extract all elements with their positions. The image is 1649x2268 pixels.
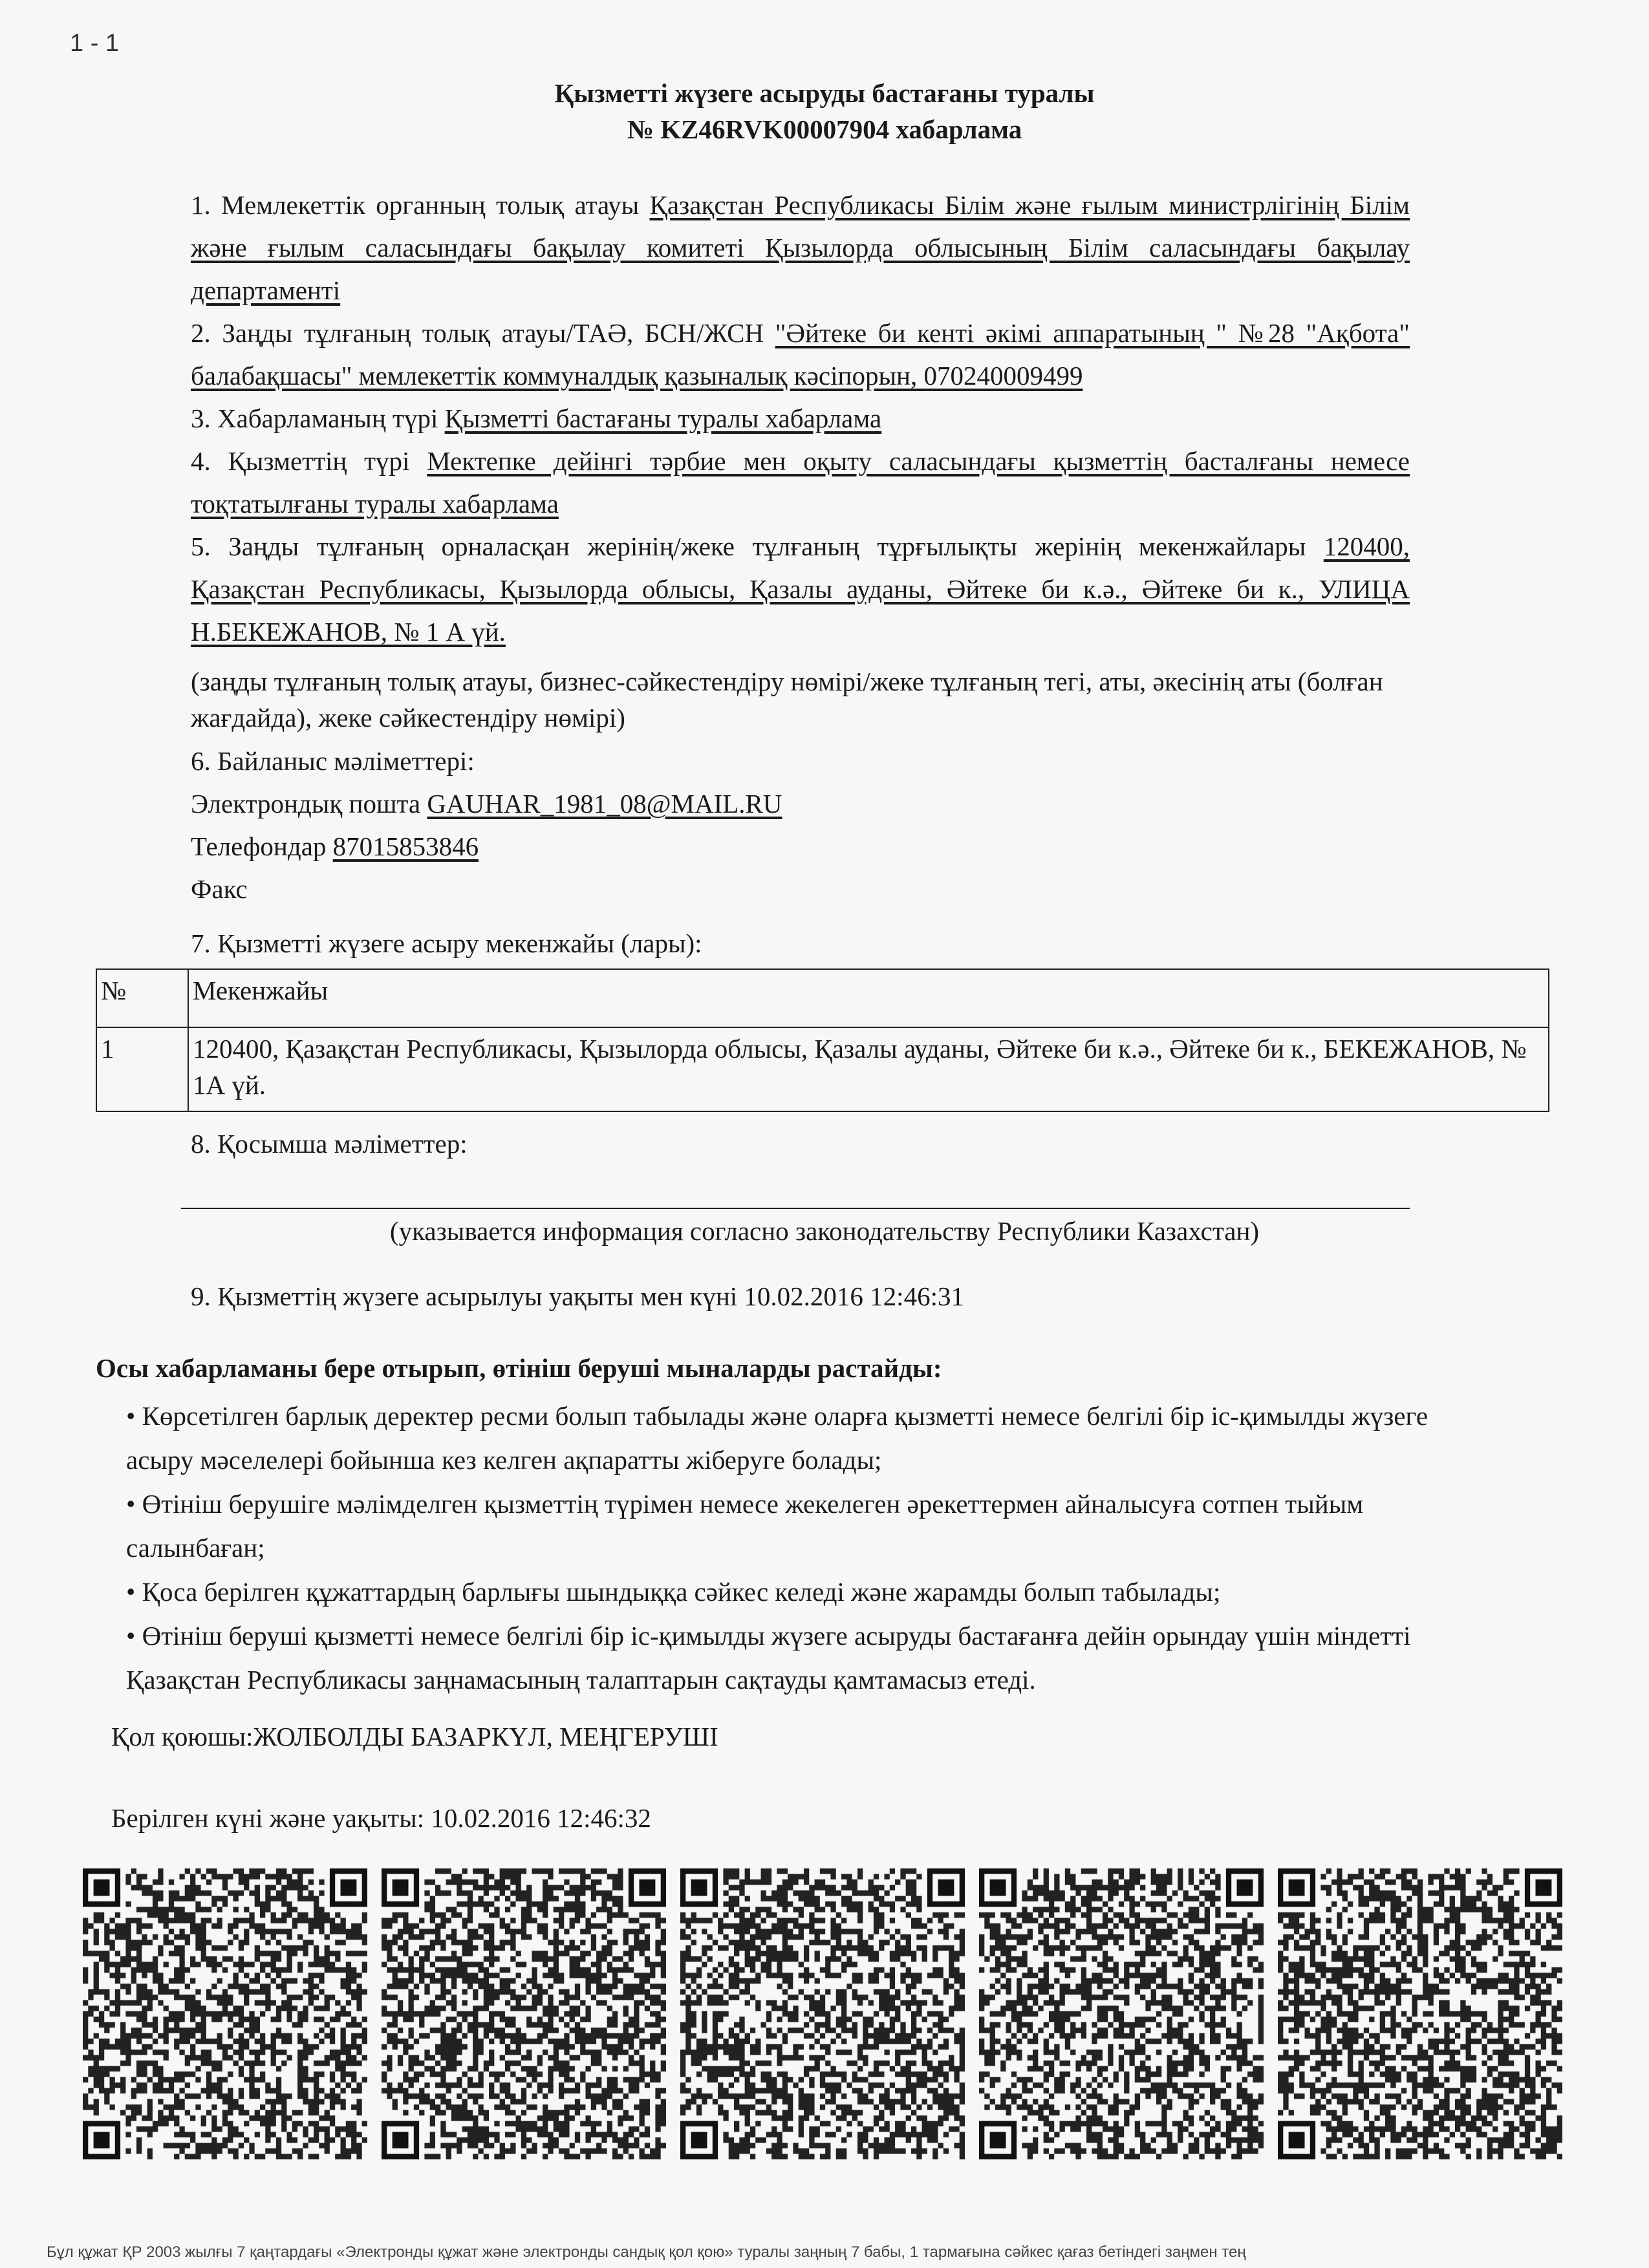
page-number: 1 - 1	[70, 30, 120, 57]
phone-row	[191, 825, 1410, 868]
confirmation-list	[126, 1394, 1497, 1702]
additional-info-label: 8. Қосымша мәліметтер:	[191, 1129, 468, 1159]
additional-info-note: (указывается информация согласно законодательству Республики Казахстан)	[389, 1216, 1260, 1246]
qr-code-4	[979, 1868, 1264, 2159]
email-row	[191, 782, 1410, 825]
item5-value: 120400, Қазақстан Республикасы, Қызылорда облысы, Қазалы ауданы, Әйтеке би к.ә., Әйтеке би к., УЛИЦА Н.БЕКЕЖАНОВ, № 1 А үй.	[191, 531, 1410, 647]
list-item: • Қоса берілген құжаттардың барлығы шындыққа сәйкес келеді және жарамды болып табылады;	[126, 1577, 1221, 1607]
item1-label: 1. Мемлекеттік органның толық атауы	[191, 190, 650, 220]
item2-value: "Әйтеке би кенті әкімі аппаратының " №28 "Ақбота" балабақшасы" мемлекеттік коммуналдық қазыналық кәсіпорын, 070240009499	[191, 318, 1410, 390]
email-value: GAUHAR_1981_08@MAIL.RU	[427, 789, 782, 818]
qr-code-1	[83, 1868, 367, 2159]
list-item: • Көрсетілген барлық деректер ресми болып табылады және оларға қызметті немесе белгілі бір іс-қимылды жүзеге асыру мәселелері бойынша кез келген ақпаратты жіберуге болады;	[126, 1401, 1428, 1475]
table-header-row	[96, 969, 1549, 1027]
document-number-title: № KZ46RVK00007904 хабарлама	[627, 114, 1022, 144]
document-title: Қызметті жүзеге асыруды бастағаны туралы	[554, 78, 1095, 108]
confirmation-heading: Осы хабарламаны бере отырып, өтініш беруші мыналарды растайды:	[96, 1353, 942, 1383]
phone-label: Телефондар	[191, 831, 333, 861]
legal-footer: Бұл құжат ҚР 2003 жылғы 7 қаңтардағы «Электронды құжат және электронды сандық қол қою» туралы заңның 7 бабы, 1 тармағына сәйкес қағаз бетіндегі заңмен тең	[47, 2243, 1246, 2261]
item1-value: Қазақстан Республикасы Білім және ғылым министрлігінің Білім және ғылым саласындағы бақылау комитеті Қызылорда облысының Білім саласындағы бақылау департаменті	[191, 190, 1410, 305]
item-authority-name	[191, 184, 1410, 312]
email-label: Электрондық пошта	[191, 789, 427, 818]
additional-info-line	[181, 1208, 1410, 1209]
table-header-number: №	[96, 969, 188, 1027]
issue-datetime: Берілген күні және уақыты: 10.02.2016 12:46:32	[111, 1803, 651, 1833]
item3-value: Қызметті бастағаны туралы хабарлама	[444, 403, 882, 433]
qr-code-2	[382, 1868, 666, 2159]
contacts-label: 6. Байланыс мәліметтері:	[191, 746, 475, 776]
activity-datetime: 9. Қызметтің жүзеге асырылуы уақыты мен күні 10.02.2016 12:46:31	[191, 1281, 964, 1311]
item-activity-type	[191, 440, 1410, 525]
explanation-text: (заңды тұлғаның толық атауы, бизнес-сәйкестендіру нөмірі/жеке тұлғаның тегі, аты, әкесінің аты (болған жағдайда), жеке сәйкестендіру нөмірі)	[191, 667, 1383, 733]
item4-label: 4. Қызметтің түрі	[191, 446, 427, 476]
table-header-address: Мекенжайы	[188, 969, 1549, 1027]
phone-value: 87015853846	[332, 831, 479, 861]
signer: Қол қоюшы:ЖОЛБОЛДЫ БАЗАРКҮЛ, МЕҢГЕРУШІ	[111, 1722, 718, 1751]
qr-code-5	[1278, 1868, 1562, 2159]
item3-label: 3. Хабарламаның түрі	[191, 403, 445, 433]
table-cell-number: 1	[96, 1027, 188, 1111]
activity-address-label: 7. Қызметті жүзеге асыру мекенжайы (лары):	[191, 928, 702, 958]
qr-code-row	[83, 1868, 1564, 2159]
item5-label: 5. Заңды тұлғаның орналасқан жерінің/жеке тұлғаның тұрғылықты жерінің мекенжайлары	[191, 531, 1324, 561]
address-table	[96, 968, 1549, 1112]
list-item: • Өтініш берушіге мәлімделген қызметтің түрімен немесе жекелеген әрекеттермен айналысуға сотпен тыйым салынбаған;	[126, 1489, 1364, 1563]
table-row	[96, 1027, 1549, 1111]
item2-label: 2. Заңды тұлғаның толық атауы/ТАӘ, БСН/ЖСН	[191, 318, 775, 348]
item-legal-entity	[191, 312, 1410, 397]
item-address	[191, 525, 1410, 653]
table-cell-address: 120400, Қазақстан Республикасы, Қызылорда облысы, Қазалы ауданы, Әйтеке би к.ә., Әйтеке би к., БЕКЕЖАНОВ, № 1А үй.	[188, 1027, 1549, 1111]
list-item: • Өтініш беруші қызметті немесе белгілі бір іс-қимылды жүзеге асыруды бастағанға дейін орындау үшін міндетті Қазақстан Республикасы заңнамасының талаптарын сақтауды қамтамасыз етеді.	[126, 1621, 1411, 1695]
qr-code-3	[680, 1868, 965, 2159]
item-notice-type	[191, 397, 1410, 440]
fax-label: Факс	[191, 874, 248, 904]
item4-value: Мектепке дейінгі тәрбие мен оқыту саласындағы қызметтің басталғаны немесе тоқтатылғаны туралы хабарлама	[191, 446, 1410, 519]
